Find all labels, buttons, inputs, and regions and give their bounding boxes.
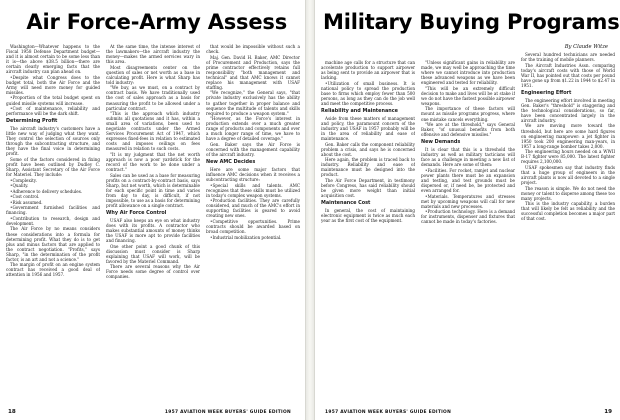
left-footer: 1957 AVIATION WEEK BUYERS' GUIDE EDITION	[164, 410, 291, 415]
body-paragraph: The engineering effort involved in meeting Gen. Baker's "threshold" is staggering and the technological considerations, so far, have been concentrated largely in the aircraft industry.	[521, 97, 615, 123]
bullet-paragraph: • Industrial mobilization potential.	[206, 235, 300, 240]
bullet-paragraph: • Despite what Congress does to the budget total, both the Air Force and the Army will need more money for guided missiles.	[6, 75, 100, 95]
bullet-paragraph: • Adherence to delivery schedules.	[6, 189, 100, 194]
body-paragraph: Sales can be used as a base for measuring profits on a contract-by-contract basis, says Sharp, but net worth, which is determinable for each specific point in time and varies from day to day, is difficult, if not impossible, to use as a basis for determining profit allowance on a single contract.	[106, 172, 200, 208]
right-column-2	[421, 60, 515, 404]
right-column-1	[321, 60, 415, 404]
body-paragraph: "We buy, as we must, on a contract by contract basis. We have traditionally used the cost of sales approach as a basis for measuring the profit to be allowed under a particular contract.	[106, 85, 200, 111]
body-paragraph: USAF also keeps an eye on what industry does with its profits. A contractor who makes substantial amounts of money thinks the USAF is more apt to provide facilities and financing.	[106, 217, 200, 244]
section-heading: Engineering Effort	[521, 89, 572, 96]
body-paragraph: "However, as the Force's interest in production extends over a much greater range of products and components and over a much longer range of time, we have to have a degree of detailed coverage."	[206, 116, 300, 142]
body-paragraph: The reason is simple. We do not need the money or talent to disperse among these too many projects.	[521, 185, 615, 201]
left-column-2	[106, 44, 200, 404]
body-paragraph: "This will be an extremely difficult decision to make and lives will be at stake if we do not have the fastest possible airpower weapons.	[421, 85, 515, 106]
section-heading: Reliability and Maintenance	[321, 107, 398, 114]
right-footer: 1957 AVIATION WEEK BUYERS' GUIDE EDITION	[325, 410, 452, 415]
right-headline: Military Buying Programs	[323, 10, 620, 34]
body-paragraph: "This is the approach which industry submits all quotations and it has, within a small area of variations, been used to negotiate contracts under the Armed Services Procurement Act of 1947, which expresses fixed-fees in relation to estimated costs and imposes ceilings on fees measured in relation to such costs.	[106, 111, 200, 152]
byline: By Claude Witze	[564, 44, 608, 50]
section-heading: Why Air Force Control	[106, 210, 167, 216]
body-paragraph: Here are some major factors that influence AMC decisions when it receives a subcontracting structure:	[206, 166, 300, 183]
page-gutter	[306, 0, 314, 420]
body-paragraph: Gen. Baker says the Air Force is concerned with the management capability of the aircraft industry.	[206, 141, 300, 157]
body-paragraph: The margin of profit on an engine system contract has received a good deal of attention in 1956 and 1957.	[6, 262, 100, 278]
section-heading: New AMC Decides	[206, 159, 256, 166]
section-heading: Maintenance Cost	[321, 200, 371, 207]
right-page-number: 19	[604, 409, 612, 415]
bullet-paragraph: • Risk assumed.	[6, 200, 100, 205]
bullet-paragraph: • Facilities. For rocket, ramjet and nuclear power plants there must be an expansion and testing, and test grounds must be dispersed or, if need be, be protected and even arranged for.	[421, 168, 515, 193]
body-paragraph: This is the industry capability, a burden that will likely be felt as reliability and the successful completion becomes a major part of that cost.	[521, 201, 615, 222]
bullet-paragraph: • Cost of maintenance, reliability and performance will be the dark shift.	[6, 106, 100, 116]
body-paragraph: Maj. Gen. David H. Baker, AMC Director of Procurement and Production, says the prime contractor effectively retains full responsibility "both management and technical" and that AMC knows it cannot replace his management with USAF staffing.	[206, 54, 300, 90]
left-page-number: 18	[8, 409, 16, 415]
body-paragraph: The importance of these factors will mount as missile programs progress, where one mistake cancels everything.	[421, 106, 515, 122]
body-paragraph: The aircraft industry's customers have a little new way of judging what they want. They control the selection of sources only through the subcontracting structure, and they have the final voice in determining profit.	[6, 126, 100, 157]
body-paragraph: We are moving more toward the threshold, but here are some hard figures on engineering manpower: a jet fighter in 1950 took 200 engineering man-years, in 1957 a long-range bomber takes 2,000.	[521, 123, 615, 149]
body-paragraph: There are several reasons why the Air Force needs some degree of control over companies.	[106, 264, 200, 280]
body-paragraph: "Unless significant gains in reliability are made, we may well be approaching the time where we cannot introduce into production these advanced weapons as we have been engineered and tested for reliability.	[421, 60, 515, 86]
body-paragraph: At the same time, the intense interest of the lawmakers—the aircraft industry the money—makes the armed services wary in this area.	[106, 44, 200, 65]
bullet-paragraph: • Materials. Temperatures and stresses met by upcoming weapons will call for new materials and new processes.	[421, 194, 515, 209]
right-page	[314, 0, 620, 420]
bullet-paragraph: • Quality.	[6, 183, 100, 188]
body-paragraph: machine age calls for a structure that can accelerate production to support airpower as being sent to provide an airpower that is lacking.	[321, 60, 415, 81]
body-paragraph: It is clear that this is a threshold the industry as well as military tacticians will face as a challenge in meeting a new list of demands. Here are some of them:	[421, 147, 515, 168]
left-headline: Air Force-Army Assess	[26, 10, 287, 34]
body-paragraph: The Air Force by no means considers these considerations into a formula for determining profit. What they do is to get plus and minus factors that are applied to the contract negotiation. "Profits," says Sharp, "in the determination of the profit factor, is an art and not a science."	[6, 226, 100, 262]
bullet-paragraph: • Production technology. Here is a demand for instruments, dispenser and fixtures that cannot be made in today's factories.	[421, 209, 515, 224]
body-paragraph: Some of the factors considered in fixing profit have been outlined by Dudley C. Sharp, Assistant Secretary of the Air Force for Materiel. They include:	[6, 156, 100, 177]
section-heading: New Demands	[421, 139, 461, 146]
body-paragraph: Aside from these matters of management and policy, the paramount concern of the industry and USAF in 1957 probably will be in the area of reliability and ease of maintenance.	[321, 115, 415, 142]
body-paragraph: "We recognize," the General says, "that private industry exclusively has the ability to gather together in proper balance and sequence the multitude of talents and skills required to produce a weapon system."	[206, 90, 300, 116]
bullet-paragraph: • Contribution to research, design and development.	[6, 216, 100, 226]
body-paragraph: Here again, the problem is traced back to industry. Reliability and ease of maintenance must be designed into the product.	[321, 157, 415, 178]
body-paragraph: The Air Force Department, in testimony before Congress, has said reliability should be given more weight than initial acquisition cost.	[321, 177, 415, 199]
bullet-paragraph: • Utilization of small business. It is national policy to spread the production base to firms which employ fewer than 500 persons, as long as they can do the job well and meet the competitive process.	[321, 81, 415, 106]
body-paragraph: "We are at the threshold," says General Baker, "of unusual benefits from both offensive and defensive missiles."	[421, 122, 515, 138]
body-paragraph: One other point a good chunk of this discussion must consider is Sharp explaining that USAF will work, will be favored by the Materiel Command.	[106, 243, 200, 264]
body-paragraph: Several hundred technicians are needed for the training of mobile planners.	[521, 52, 615, 63]
bullet-paragraph: • Government furnished facilities and financing.	[6, 205, 100, 215]
body-paragraph: The Aircraft Industries Assn. comparing today's aircraft costs with those of World War II, has pointed out that costs per pound have gone up from $1.22 in 1944 to $2.47 in 1951.	[521, 62, 615, 88]
body-paragraph: The engineering hours needed on a WWII B-17 fighter were 85,000. The latest fighter requires 2,100,000.	[521, 149, 615, 165]
body-paragraph: Gen. Baker calls the component reliability problem a crisis, and says he is concerned about the cost.	[321, 141, 415, 157]
body-paragraph: In general, the cost of maintaining electronic equipment is twice as much each year as the first cost of the equipment.	[321, 207, 415, 224]
left-column-1	[6, 44, 100, 404]
body-paragraph: Most disagreements center on the question of sales or net worth as a base in calculating profit. Here is what Sharp has told industry:	[106, 64, 200, 85]
bullet-paragraph: • Production facilities. They are carefully considered, and much of the AMC's effort in supporting facilities is geared to avoid creating new ones.	[206, 198, 300, 218]
body-paragraph: Washington—Whatever happens to the Fiscal 1958 Defense Department budget—and it is almost certain to be some less than it is—the above $38.5 billion—there are certain clearly emerging facts that the aircraft industry can plan ahead on.	[6, 44, 100, 75]
bullet-paragraph: • Cost control.	[6, 194, 100, 199]
body-paragraph: that would be impossible without such a check.	[206, 44, 300, 55]
body-paragraph: "It is my judgment that the net worth approach is now a poor yardstick for the record of the work to be done under a contract."	[106, 151, 200, 173]
bullet-paragraph: • Proportion of the total budget spent on guided missile systems will increase.	[6, 95, 100, 105]
left-column-3	[206, 44, 300, 404]
bullet-paragraph: • Complexity.	[6, 178, 100, 183]
bullet-paragraph: • Competitive opportunities. Prime contracts should be awarded based on broad competition.	[206, 219, 300, 234]
left-page	[0, 0, 306, 420]
section-heading: Determining Profit	[6, 118, 58, 125]
body-paragraph: USAF spokesmen say that industry finds that a huge group of engineers in the aircraft plants is now all devoted to a single project.	[521, 164, 615, 185]
bullet-paragraph: • Special skills and talents. AMC recognizes that these skills must be utilized in today's complex weapon systems.	[206, 183, 300, 198]
right-column-3	[521, 52, 615, 404]
